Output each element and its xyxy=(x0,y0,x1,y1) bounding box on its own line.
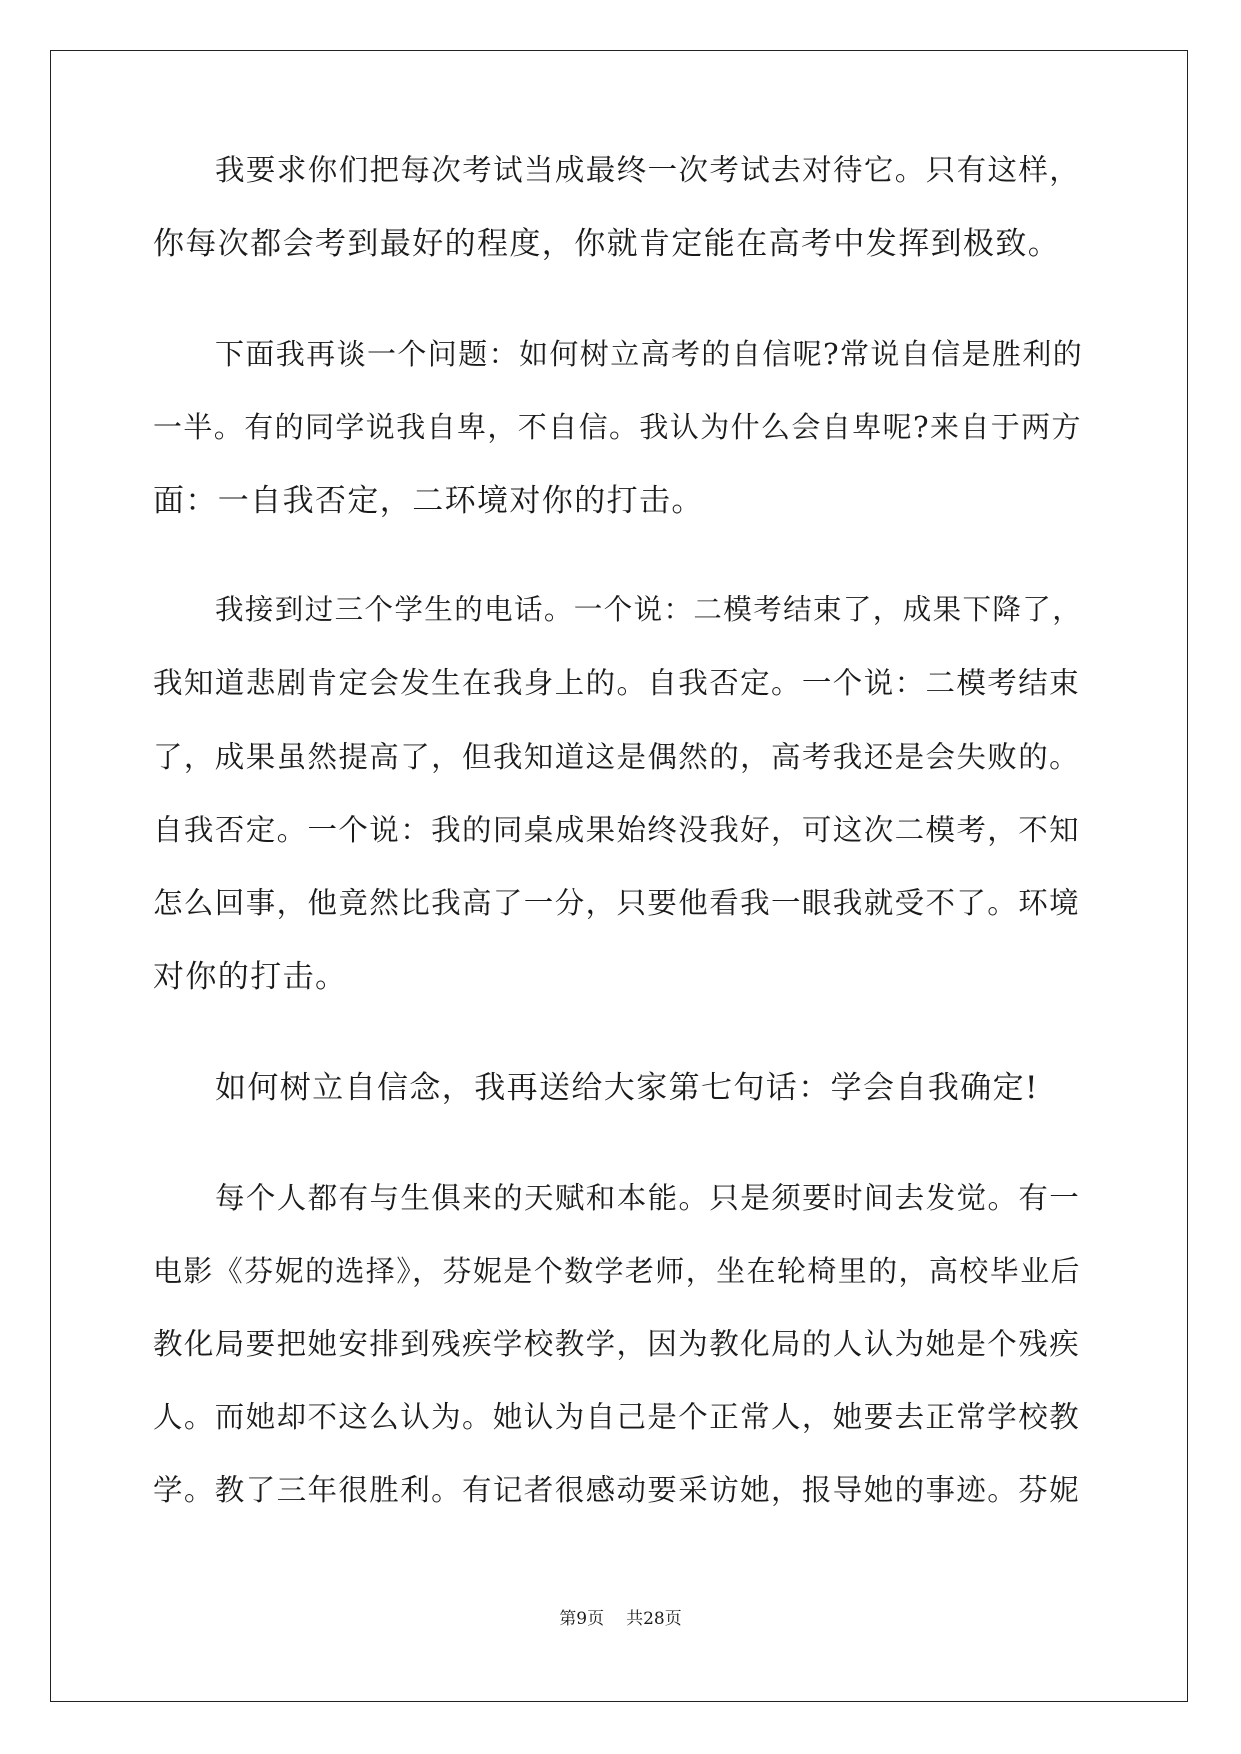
text-line: 你每次都会考到最好的程度，你就肯定能在高考中发挥到极致。 xyxy=(153,226,1061,262)
text-line: 电影《芬妮的选择》，芬妮是个数学老师，坐在轮椅里的，高校毕业后 xyxy=(153,1254,1081,1288)
page-number: 第9页 xyxy=(559,1609,605,1629)
text-line: 一半。有的同学说我自卑，不自信。我认为什么会自卑呢?来自于两方 xyxy=(153,410,1082,444)
text-line: 人。而她却不这么认为。她认为自己是个正常人，她要去正常学校教 xyxy=(153,1400,1081,1434)
total-pages: 共28页 xyxy=(626,1609,682,1629)
text-line: 我接到过三个学生的电话。一个说：二模考结束了，成果下降了， xyxy=(215,593,1083,626)
text-line: 我要求你们把每次考试当成最终一次考试去对待它。只有这样， xyxy=(215,153,1081,187)
page-border xyxy=(50,50,1188,1702)
page-footer xyxy=(0,1604,1241,1629)
text-line: 对你的打击。 xyxy=(153,959,348,995)
text-line: 下面我再谈一个问题：如何树立高考的自信呢?常说自信是胜利的 xyxy=(215,337,1084,371)
text-line: 怎么回事，他竟然比我高了一分，只要他看我一眼我就受不了。环境 xyxy=(153,886,1081,920)
text-line: 面：一自我否定，二环境对你的打击。 xyxy=(153,483,704,519)
text-line: 教化局要把她安排到残疾学校教学，因为教化局的人认为她是个残疾 xyxy=(153,1327,1081,1361)
text-line: 自我否定。一个说：我的同桌成果始终没我好，可这次二模考，不知 xyxy=(153,813,1081,847)
text-line: 学。教了三年很胜利。有记者很感动要采访她，报导她的事迹。芬妮 xyxy=(153,1473,1081,1507)
text-line: 每个人都有与生俱来的天赋和本能。只是须要时间去发觉。有一 xyxy=(215,1181,1081,1215)
text-line: 我知道悲剧肯定会发生在我身上的。自我否定。一个说：二模考结束 xyxy=(153,666,1081,700)
text-line: 如何树立自信念，我再送给大家第七句话：学会自我确定! xyxy=(215,1070,1039,1106)
text-line: 了，成果虽然提高了，但我知道这是偶然的，高考我还是会失败的。 xyxy=(153,740,1081,774)
